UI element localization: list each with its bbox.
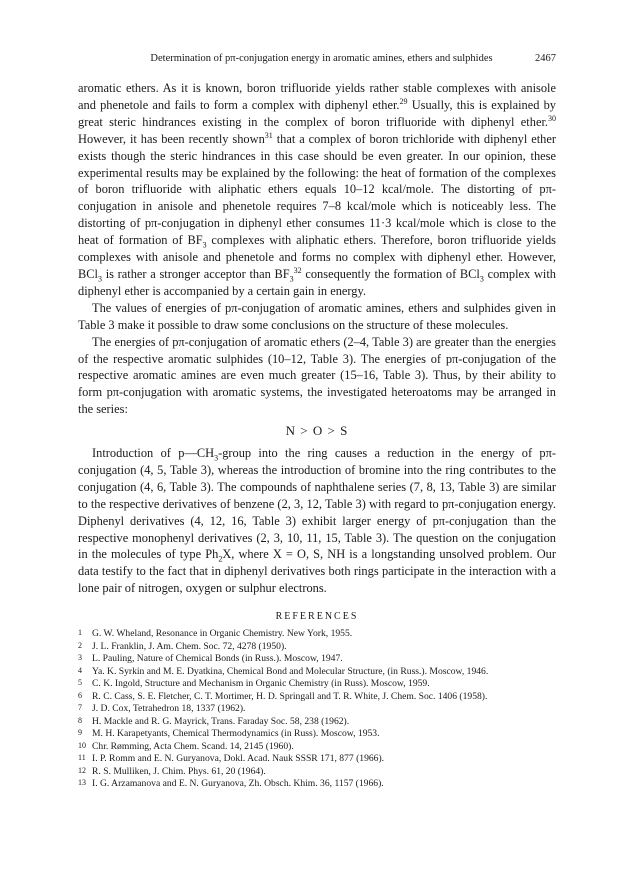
reference-item [78,641,556,654]
references-list [78,628,556,791]
reference-item [78,778,556,791]
reference-number: 9 [78,728,82,738]
page [78,52,556,791]
reference-item [78,766,556,779]
reference-number: 5 [78,678,82,688]
reference-text: J. L. Franklin, J. Am. Chem. Soc. 72, 4278 (1950). [92,640,287,652]
series-formula: N > O > S [285,423,349,439]
reference-item [78,666,556,679]
reference-item [78,678,556,691]
reference-item [78,716,556,729]
reference-item [78,728,556,741]
reference-item [78,628,556,641]
reference-text: C. K. Ingold, Structure and Mechanism in Organic Chemistry (in Russ). Moscow, 1959. [92,678,430,690]
reference-text: Chr. Rømming, Acta Chem. Scand. 14, 2145 (1960). [92,740,294,752]
reference-text: Ya. K. Syrkin and M. E. Dyatkina, Chemical Bond and Molecular Structure, (in Russ.). Moscow, 1946. [92,665,489,677]
reference-number: 10 [78,740,86,750]
reference-number: 4 [78,665,82,675]
running-title: Determination of pπ-conjugation energy in aromatic amines, ethers and sulphides [150,53,493,64]
paragraph-3: The energies of pπ-conjugation of aromatic ethers (2–4, Table 3) are greater than the energies of the respective aromatic sulphides (10–12, Table 3). The energies of pπ-conjugation of the respective aromatic amines are even much greater (15–16, Table 3). Thus, by their ability to form pπ-conjugation with aromatic systems, the investigated heteroatoms may be arranged in the series: [78,334,556,417]
paragraph-4: Introduction of $p—CH_3$-group into the ring causes a reduction in the energy of pπ-conjugation (4, 5, Table 3), whereas the introduction of bromine into the ring contributes to the conjugation (4, 6, Table 3). The compounds of naphthalene series (7, 8, 13, Table 3) are similar to the respective derivatives of benzene (2, 3, 12, Table 3) with regard to pπ-conjugation energy. Diphenyl derivatives (4, 12, 16, Table 3) exhibit larger energy of pπ-conjugation than the respective monophenyl derivatives (2, 3, 10, 11, 15, Table 3). The question on the conjugation in the molecules of type $Ph_2X$, where X = O, S, NH is a longstanding unsolved problem. Our data testify to the fact that in diphenyl derivatives both rings participate in the interaction with a lone pair of nitrogen, oxygen or sulphur electrons. [78,446,556,596]
reference-text: H. Mackle and R. G. Mayrick, Trans. Faraday Soc. 58, 238 (1962). [92,715,350,727]
reference-item [78,691,556,704]
reference-text: J. D. Cox, Tetrahedron 18, 1337 (1962). [92,703,246,715]
reference-text: L. Pauling, Nature of Chemical Bonds (in Russ.). Moscow, 1947. [92,653,343,665]
reference-number: 12 [78,765,86,775]
running-header [78,52,556,66]
paragraph-1: aromatic ethers. As it is known, boron trifluoride yields rather stable complexes with anisole and phenetole and fails to form a complex with diphenyl ether.$^{29}$ Usually, this is explained by great steric hindrances existing in the complex of boron trifluoride with diphenyl ether.$^{30}$ However, it has been recently shown$^{31}$ that a complex of boron trichloride with diphenyl ether exists though the steric hindrances in this case should be even greater. In our opinion, these experimental results may be explained by the following: the heat of formation of the complexes of boron trifluoride with aliphatic ethers equals 10–12 kcal/mole. The distorting of pπ-conjugation in anisole and phenetole requires 7–8 kcal/mole which is noticeably less. The distorting of pπ-conjugation in diphenyl ether consumes 11·3 kcal/mole which is close to the heat of formation of $BF_3$ complexes with aliphatic ethers. Therefore, boron trifluoride yields complexes with anisole and phenetole and forms no complex with diphenyl ether. However, BCl$_3$ is rather a stronger acceptor than $BF_3^{32}$ consequently the formation of BCl$_3$ complex with diphenyl ether is accompanied by a certain gain in energy. [78,81,556,298]
reference-text: R. S. Mulliken, J. Chim. Phys. 61, 20 (1964). [92,765,266,777]
reference-number: 13 [78,778,86,788]
reference-number: 2 [78,640,82,650]
paragraph-2: The values of energies of pπ-conjugation of aromatic amines, ethers and sulphides given in Table 3 make it possible to draw some conclusions on the structure of these molecules. [78,300,556,332]
reference-number: 3 [78,653,82,663]
reference-text: M. H. Karapetyants, Chemical Thermodynamics (in Russ). Moscow, 1953. [92,728,380,740]
reference-text: I. G. Arzamanova and E. N. Guryanova, Zh. Obsch. Khim. 36, 1157 (1966). [92,778,384,790]
reference-number: 11 [78,753,86,763]
reference-item [78,753,556,766]
body-text [78,80,556,597]
reference-text: G. W. Wheland, Resonance in Organic Chemistry. New York, 1955. [92,628,353,640]
reference-item [78,703,556,716]
reference-number: 1 [78,628,82,638]
reference-number: 6 [78,690,82,700]
references-heading: REFERENCES [275,611,359,623]
reference-number: 8 [78,715,82,725]
reference-text: I. P. Romm and E. N. Guryanova, Dokl. Acad. Nauk SSSR 171, 877 (1966). [92,753,385,765]
reference-item [78,653,556,666]
reference-text: R. C. Cass, S. E. Fletcher, C. T. Mortimer, H. D. Springall and T. R. White, J. Chem. Soc. 1406 (1958). [92,690,488,702]
reference-number: 7 [78,703,82,713]
page-number: 2467 [535,53,556,64]
reference-item [78,741,556,754]
